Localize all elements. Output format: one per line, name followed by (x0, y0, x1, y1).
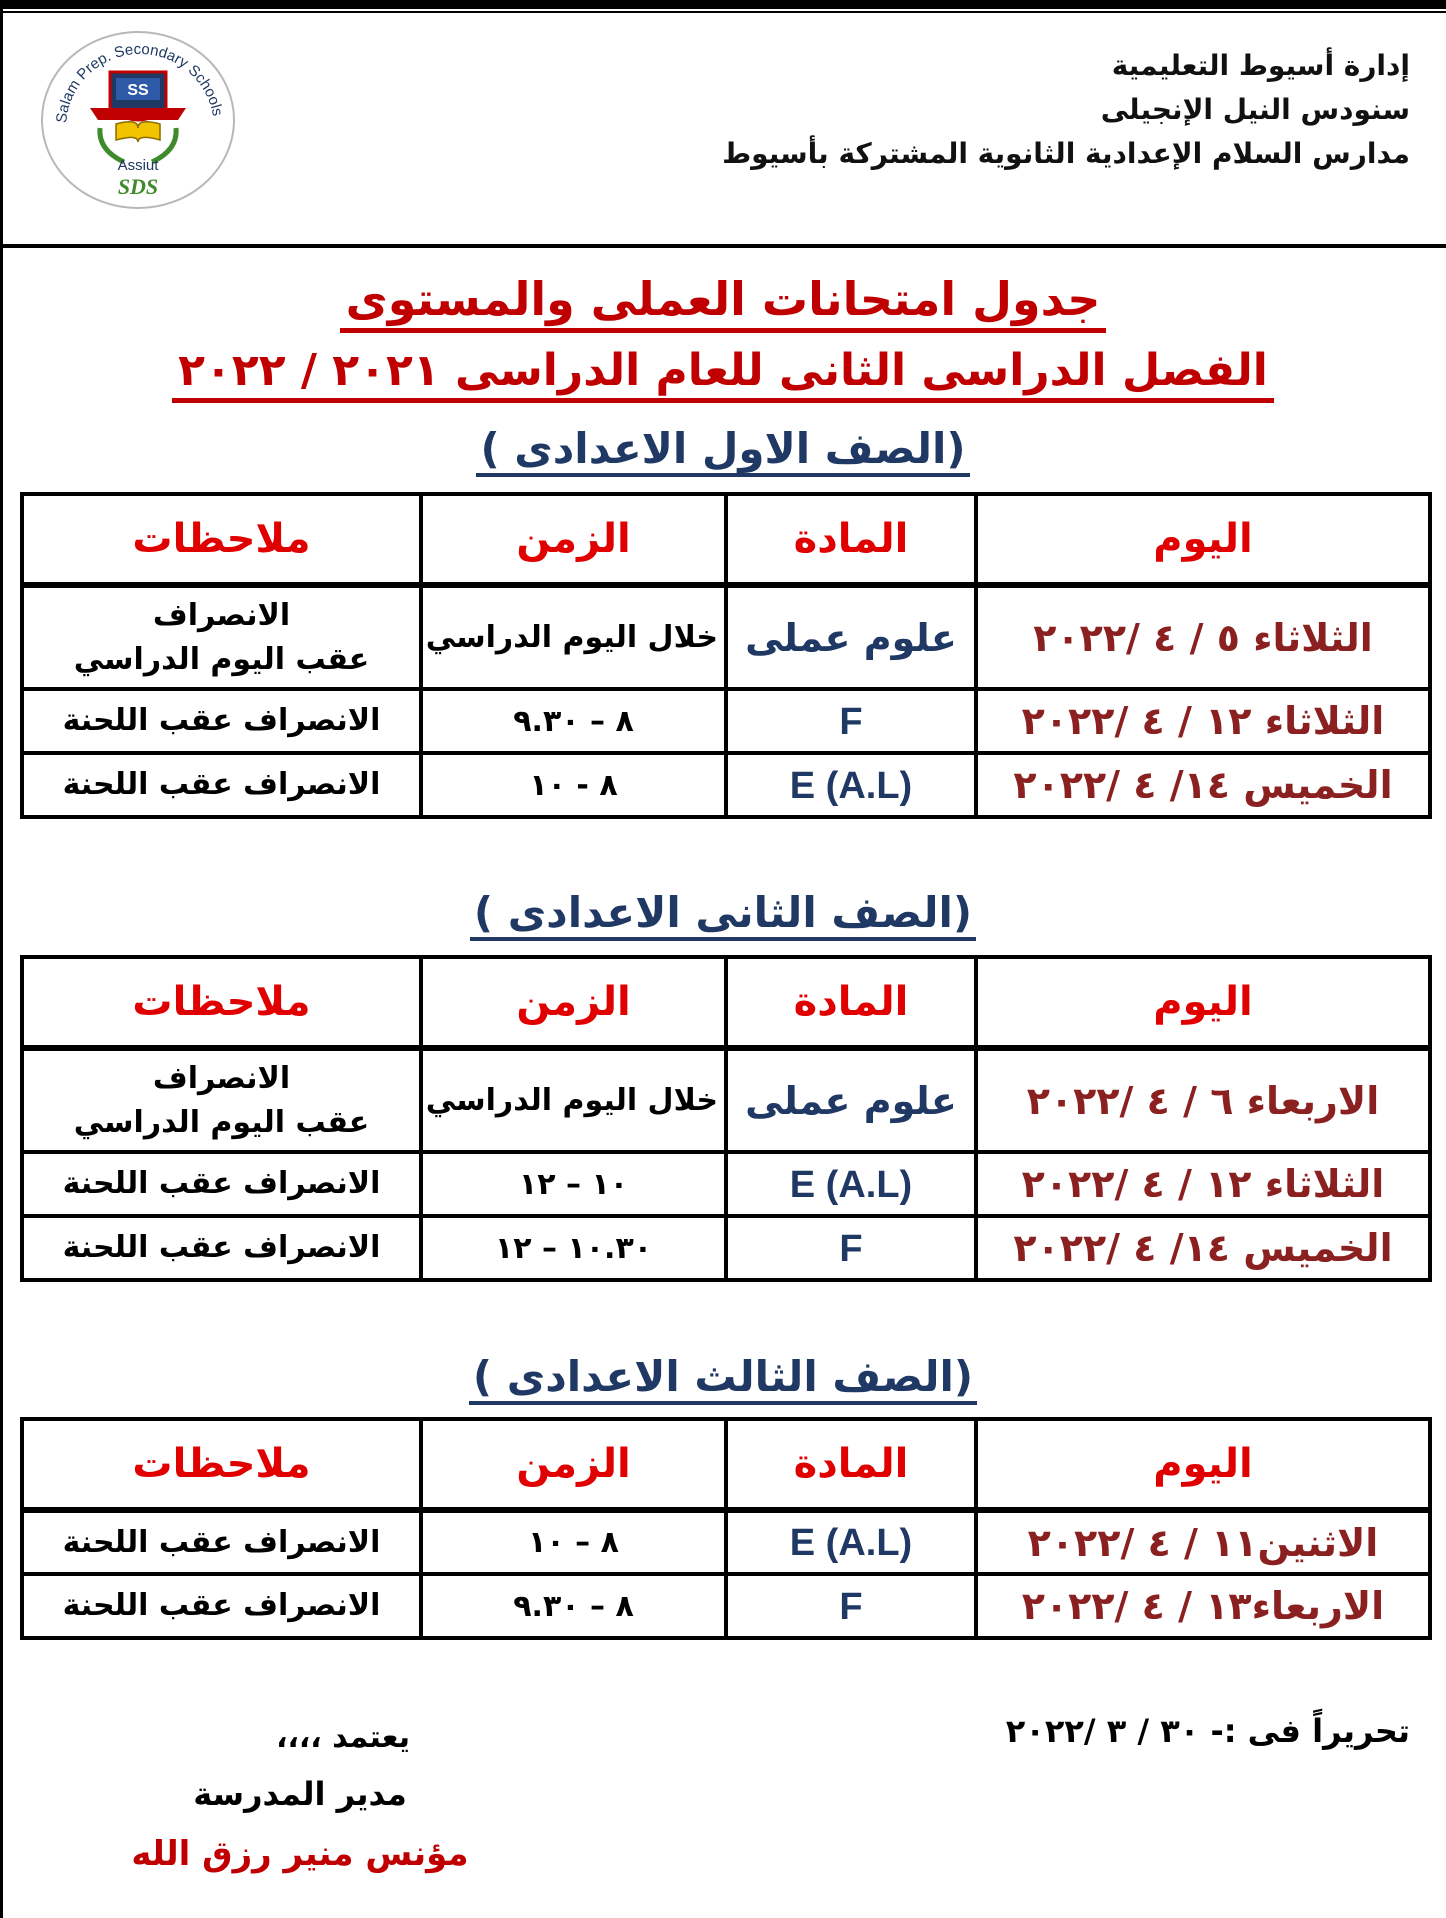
cell-time: ١٠.٣٠ – ١٢ (421, 1216, 726, 1280)
written-date: تحريراً فى :- ٣٠ / ٣ /٢٠٢٢ (1005, 1712, 1410, 1750)
cell-time: خلال اليوم الدراسي (421, 1048, 726, 1152)
cell-time: خلال اليوم الدراسي (421, 585, 726, 689)
cell-day: الخميس ١٤/ ٤ /٢٠٢٢ (976, 1216, 1430, 1280)
signature-block (120, 1712, 480, 1884)
table-row (22, 753, 1430, 817)
notes-line-2: عقب اليوم الدراسي (73, 1104, 370, 1140)
director-title: مدير المدرسة (193, 1775, 407, 1813)
cell-day: الثلاثاء ١٢ / ٤ /٢٠٢٢ (976, 1152, 1430, 1216)
logo-city: Assiut (117, 157, 159, 174)
cell-notes: الانصراف عقب اللحنة (22, 1216, 421, 1280)
subject-code: F (839, 1227, 863, 1270)
col-header-time: الزمن (421, 957, 726, 1048)
grade-1-heading (0, 424, 1446, 477)
school-name: مدارس السلام الإعدادية الثانوية المشتركة بأسيوط (722, 137, 1410, 170)
school-logo (38, 28, 238, 210)
table-row (22, 1152, 1430, 1216)
grade-2-table (20, 955, 1432, 1282)
document-title-text: جدول امتحانات العملى والمستوى (340, 272, 1107, 333)
cell-notes (22, 585, 421, 689)
issuer-block (722, 44, 1410, 176)
document-subtitle (0, 345, 1446, 403)
cell-subject (726, 689, 976, 753)
cell-subject: علوم عملى (726, 585, 976, 689)
table-header-row (22, 1419, 1430, 1510)
subject-code: E (A.L) (789, 764, 913, 807)
col-header-day: اليوم (976, 1419, 1430, 1510)
cell-time: ٨ – ٩.٣٠ (421, 689, 726, 753)
cell-day: الثلاثاء ٥ / ٤ /٢٠٢٢ (976, 585, 1430, 689)
col-header-day: اليوم (976, 494, 1430, 585)
cell-day: الاربعاء ٦ / ٤ /٢٠٢٢ (976, 1048, 1430, 1152)
grade-3-table (20, 1417, 1432, 1640)
cell-subject: علوم عملى (726, 1048, 976, 1152)
col-header-subject: المادة (726, 957, 976, 1048)
table-row (22, 689, 1430, 753)
cell-day: الاربعاء١٣ / ٤ /٢٠٢٢ (976, 1574, 1430, 1638)
cell-notes: الانصراف عقب اللحنة (22, 1152, 421, 1216)
synod-name: سنودس النيل الإنجيلى (1100, 93, 1410, 126)
cell-subject (726, 1510, 976, 1574)
grade-2-heading-text: (الصف الثانى الاعدادى ) (470, 888, 976, 941)
subject-code: E (A.L) (789, 1522, 913, 1564)
cell-subject (726, 1574, 976, 1638)
notes-line-1: الانصراف (152, 1060, 291, 1096)
cell-notes: الانصراف عقب اللحنة (22, 689, 421, 753)
approval-label: يعتمد ،،،، (276, 1720, 410, 1755)
cell-day: الخميس ١٤/ ٤ /٢٠٢٢ (976, 753, 1430, 817)
cell-time: ٨ - ١٠ (421, 753, 726, 817)
logo-monogram: SS (127, 82, 149, 99)
cell-time: ١٠ – ١٢ (421, 1152, 726, 1216)
cell-subject (726, 1152, 976, 1216)
table-row (22, 1216, 1430, 1280)
cell-day: الثلاثاء ١٢ / ٤ /٢٠٢٢ (976, 689, 1430, 753)
cell-time: ٨ – ٩.٣٠ (421, 1574, 726, 1638)
col-header-day: اليوم (976, 957, 1430, 1048)
cell-subject (726, 1216, 976, 1280)
col-header-time: الزمن (421, 1419, 726, 1510)
grade-3-heading-text: (الصف الثالث الاعدادى ) (469, 1352, 977, 1405)
col-header-subject: المادة (726, 494, 976, 585)
notes-line-2: عقب اليوم الدراسي (73, 641, 370, 677)
cell-notes (22, 1048, 421, 1152)
cell-notes: الانصراف عقب اللحنة (22, 753, 421, 817)
col-header-subject: المادة (726, 1419, 976, 1510)
subject-code: E (A.L) (789, 1163, 913, 1206)
director-name: مؤنس منير رزق الله (131, 1834, 469, 1874)
document-title (0, 272, 1446, 333)
cell-day: الاثنين١١ / ٤ /٢٠٢٢ (976, 1510, 1430, 1574)
grade-3-heading (0, 1352, 1446, 1405)
top-border (0, 0, 1446, 9)
subject-code: F (839, 1585, 863, 1628)
notes-line-1: الانصراف (152, 597, 291, 633)
table-header-row (22, 957, 1430, 1048)
grade-1-heading-text: (الصف الاول الاعدادى ) (476, 424, 969, 477)
logo-initials: SDS (117, 174, 159, 199)
col-header-notes: ملاحظات (22, 957, 421, 1048)
grade-2-heading (0, 888, 1446, 941)
cell-subject (726, 753, 976, 817)
grade-1-table (20, 492, 1432, 819)
table-row (22, 1510, 1430, 1574)
table-row (22, 1048, 1430, 1152)
col-header-notes: ملاحظات (22, 494, 421, 585)
logo-arc-text: Salam Prep. Secondary Schools (53, 40, 226, 124)
header-rule (0, 244, 1446, 248)
col-header-notes: ملاحظات (22, 1419, 421, 1510)
cell-notes: الانصراف عقب اللحنة (22, 1510, 421, 1574)
administration-name: إدارة أسيوط التعليمية (1111, 49, 1410, 82)
cell-notes: الانصراف عقب اللحنة (22, 1574, 421, 1638)
subject-code: F (839, 700, 863, 743)
table-header-row (22, 494, 1430, 585)
top-border-thin (0, 11, 1446, 13)
table-row (22, 585, 1430, 689)
col-header-time: الزمن (421, 494, 726, 585)
cell-time: ٨ – ١٠ (421, 1510, 726, 1574)
table-row (22, 1574, 1430, 1638)
document-subtitle-text: الفصل الدراسى الثانى للعام الدراسى ٢٠٢١ / ٢٠٢٢ (172, 345, 1274, 403)
